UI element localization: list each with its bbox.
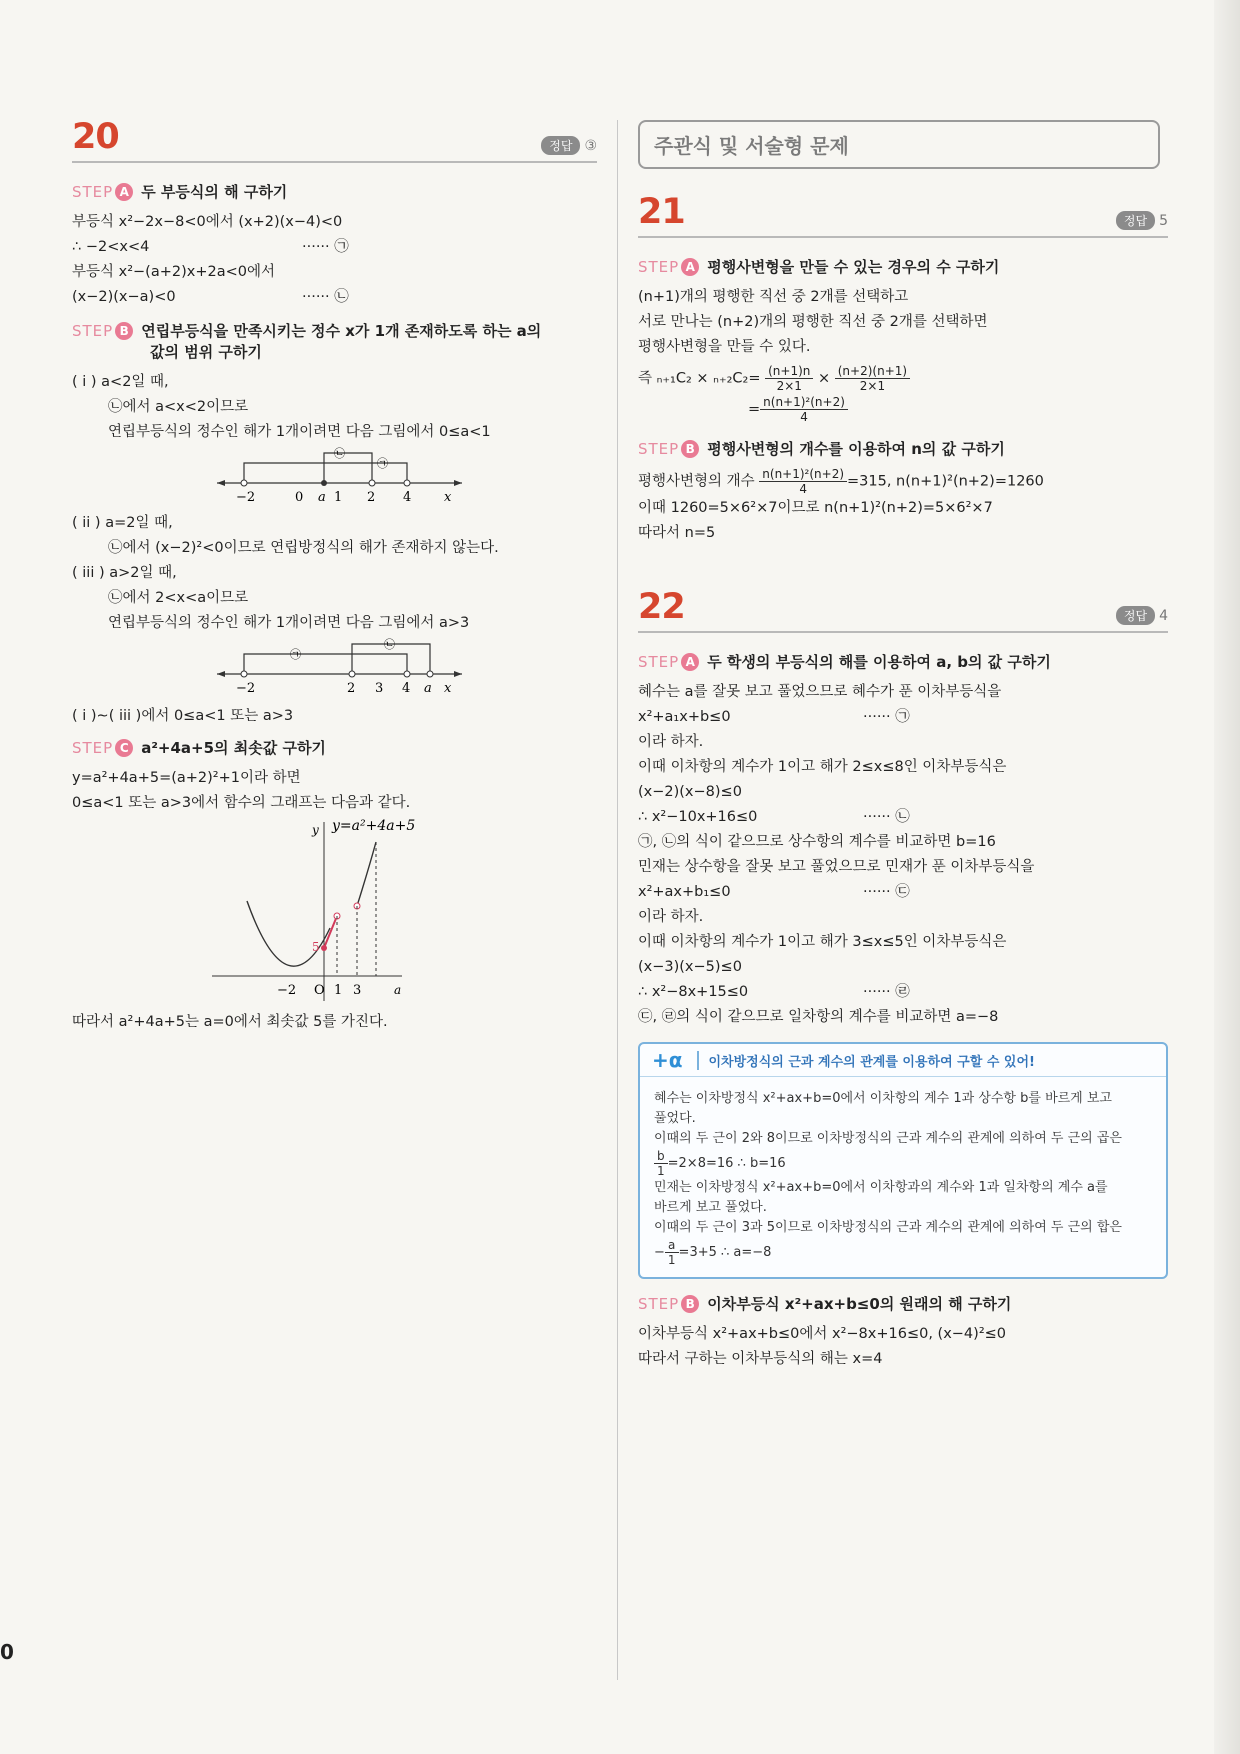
q21-number: 21: [638, 192, 685, 232]
line: 서로 만나는 (n+2)개의 평행한 직선 중 2개를 선택하면: [638, 314, 988, 330]
line: 연립부등식의 정수인 해가 1개이려면 다음 그림에서 0≤a<1: [108, 424, 491, 440]
case-2-head: ( ii ) a=2일 때,: [72, 515, 173, 531]
column-divider: [617, 120, 618, 1680]
q20-step-c: STEP C a²+4a+5의 최솟값 구하기: [72, 739, 326, 757]
q22-number: 22: [638, 587, 685, 627]
plus-alpha-icon: +α: [652, 1048, 683, 1072]
line: 평행사변형을 만들 수 있다.: [638, 339, 811, 355]
q20-step-b: STEP B 연립부등식을 만족시키는 정수 x가 1개 존재하도록 하는 a의 값의 범위 구하기: [72, 322, 542, 361]
svg-text:y: y: [312, 823, 319, 837]
case-1-head: ( i ) a<2일 때,: [72, 374, 169, 390]
q21-step-a: STEP A 평행사변형을 만들 수 있는 경우의 수 구하기: [638, 258, 1000, 276]
svg-text:1: 1: [334, 983, 343, 998]
line: ㉡에서 (x−2)²<0이므로 연립방정식의 해가 존재하지 않는다.: [108, 540, 499, 556]
question-22: [638, 587, 1168, 1372]
line: ㉠, ㉡의 식이 같으므로 상수항의 계수를 비교하면 b=16: [638, 834, 996, 850]
line: 혜수는 a를 잘못 보고 풀었으므로 혜수가 푼 이차부등식을: [638, 684, 1002, 700]
tip-header: [640, 1044, 1166, 1077]
svg-text:a: a: [394, 983, 402, 997]
line: 0≤a<1 또는 a>3에서 함수의 그래프는 다음과 같다.: [72, 795, 411, 811]
svg-text:−2: −2: [236, 681, 256, 696]
line: (n+1)개의 평행한 직선 중 2개를 선택하고: [638, 289, 909, 305]
case-3-head: ( iii ) a>2일 때,: [72, 565, 177, 581]
line: x²+ax+b₁≤0 ······ ㉢: [638, 884, 910, 900]
answer-value: 4: [1159, 608, 1168, 624]
q22-step-a: STEP A 두 학생의 부등식의 해를 이용하여 a, b의 값 구하기: [638, 653, 1051, 671]
tip-body: 혜수는 이차방정식 x²+ax+b=0에서 이차항의 계수 1과 상수항 b를 바르게 보고 풀었다. 이때의 두 근이 2와 8이므로 이차방정식의 근과 계수의 관계에 의하여 두 근의 곱은 $\frac{b}{1}$ =2×8=16 ∴ b=16 민재는 이차방정식 x²+ax+b=0에서 이차항과의 계수와 1과 일차항의 계수 a를 바르게 보고 풀었다. 이때의 두 근이 3과 5이므로 이차방정식의 근과 계수의 관계에 의하여 두 근의 합은 − $\frac{a}{1}$ =3+5 ∴ a=−8: [654, 1091, 1122, 1267]
svg-text:x: x: [444, 490, 452, 505]
line: 이차부등식 x²+ax+b≤0에서 x²−8x+16≤0, (x−4)²≤0: [638, 1326, 1007, 1342]
question-20: [72, 117, 597, 1035]
line: 이때 1260=5×6²×7이므로 n(n+1)²(n+2)=5×6²×7: [638, 500, 993, 516]
q20-header: [72, 117, 597, 163]
case-conclusion: ( i )∼( iii )에서 0≤a<1 또는 a>3: [72, 708, 294, 724]
line: 이라 하자.: [638, 909, 704, 925]
svg-text:4: 4: [402, 681, 411, 696]
answer-badge: 정답: [1116, 211, 1155, 230]
svg-text:−2: −2: [236, 490, 256, 505]
q22-header: [638, 587, 1168, 633]
q21-step-b: STEP B 평행사변형의 개수를 이용하여 n의 값 구하기: [638, 440, 1005, 458]
line: 따라서 n=5: [638, 525, 716, 541]
svg-text:3: 3: [375, 681, 384, 696]
svg-text:a: a: [318, 490, 326, 505]
circled-label-2: ㉡: [334, 447, 345, 460]
line: y=a²+4a+5=(a+2)²+1이라 하면: [72, 770, 301, 786]
right-column: [638, 120, 1168, 1372]
q20-number: 20: [72, 117, 119, 157]
svg-text:x: x: [444, 681, 452, 696]
line: 부등식 x²−(a+2)x+2a<0에서: [72, 264, 275, 280]
number-line-1: [72, 445, 597, 507]
svg-text:a: a: [424, 681, 432, 696]
answer-badge: 정답: [1116, 606, 1155, 625]
page-edge: [1214, 0, 1240, 1754]
svg-text:2: 2: [347, 681, 356, 696]
svg-text:y=a²+4a+5: y=a²+4a+5: [332, 818, 416, 834]
line: ∴ −2<x<4 ······ ㉠: [72, 239, 349, 255]
svg-text:4: 4: [403, 490, 412, 505]
tip-title: 이차방정식의 근과 계수의 관계를 이용하여 구할 수 있어!: [697, 1051, 1035, 1070]
line: x²+a₁x+b≤0 ······ ㉠: [638, 709, 910, 725]
combination-result: = $\frac{\text{n(n+1)²(n+2)}}{4}$: [638, 395, 1168, 424]
svg-text:−2: −2: [277, 983, 297, 998]
line: ㉢, ㉣의 식이 같으므로 일차항의 계수를 비교하면 a=−8: [638, 1009, 999, 1025]
line: ㉡에서 a<x<2이므로: [108, 399, 249, 415]
answer-badge: 정답: [541, 136, 580, 155]
line: 이때 이차항의 계수가 1이고 해가 3≤x≤5인 이차부등식은: [638, 934, 1007, 950]
q20-step-a: STEP A 두 부등식의 해 구하기: [72, 183, 288, 201]
line: (x−2)(x−8)≤0: [638, 784, 742, 800]
q21-answer: [1116, 211, 1168, 230]
line: 연립부등식의 정수인 해가 1개이려면 다음 그림에서 a>3: [108, 615, 470, 631]
line: 민재는 상수항을 잘못 보고 풀었으므로 민재가 푼 이차부등식을: [638, 859, 1035, 875]
line: 따라서 구하는 이차부등식의 해는 x=4: [638, 1351, 883, 1367]
svg-text:3: 3: [353, 983, 362, 998]
line: 이때 이차항의 계수가 1이고 해가 2≤x≤8인 이차부등식은: [638, 759, 1007, 775]
page-number: 0: [0, 1640, 14, 1664]
q22-answer: [1116, 606, 1168, 625]
svg-text:1: 1: [334, 490, 343, 505]
line: ∴ x²−10x+16≤0 ······ ㉡: [638, 809, 910, 825]
count-equation: 평행사변형의 개수 $\frac{\text{n(n+1)²(n+2)}}{4}$ =315, n(n+1)²(n+2)=1260: [638, 467, 1044, 496]
parabola-graph: [72, 816, 597, 1006]
answer-value: ③: [584, 138, 597, 154]
q22-step-b: STEP B 이차부등식 x²+ax+b≤0의 원래의 해 구하기: [638, 1295, 1012, 1313]
line: (x−2)(x−a)<0 ······ ㉡: [72, 289, 349, 305]
final-answer-line: 따라서 a²+4a+5는 a=0에서 최솟값 5를 가진다.: [72, 1014, 388, 1030]
q20-answer: [541, 136, 597, 155]
line: 이라 하자.: [638, 734, 704, 750]
answer-value: 5: [1159, 213, 1168, 229]
svg-text:5: 5: [312, 940, 320, 954]
question-21: [638, 192, 1168, 546]
tip-box: [638, 1042, 1168, 1279]
line: 부등식 x²−2x−8<0에서 (x+2)(x−4)<0: [72, 214, 343, 230]
svg-text:O: O: [314, 983, 325, 998]
line: ∴ x²−8x+15≤0 ······ ㉣: [638, 984, 910, 1000]
svg-text:㉠: ㉠: [290, 648, 301, 661]
svg-text:2: 2: [367, 490, 376, 505]
line: ㉡에서 2<x<a이므로: [108, 590, 249, 606]
line: (x−3)(x−5)≤0: [638, 959, 742, 975]
number-line-2: [72, 636, 597, 698]
circled-label-1: ㉠: [377, 457, 388, 470]
section-title: 주관식 및 서술형 문제: [638, 120, 1160, 169]
combination-formula: 즉 ₙ₊₁C₂ × ₙ₊₂C₂= $\frac{(n+1)n}{2\times 1}$ × $\frac{(n+2)(n+1)}{2\times 1}$: [638, 364, 1168, 393]
q21-header: [638, 192, 1168, 238]
svg-text:㉡: ㉡: [384, 638, 395, 651]
svg-text:0: 0: [295, 490, 304, 505]
